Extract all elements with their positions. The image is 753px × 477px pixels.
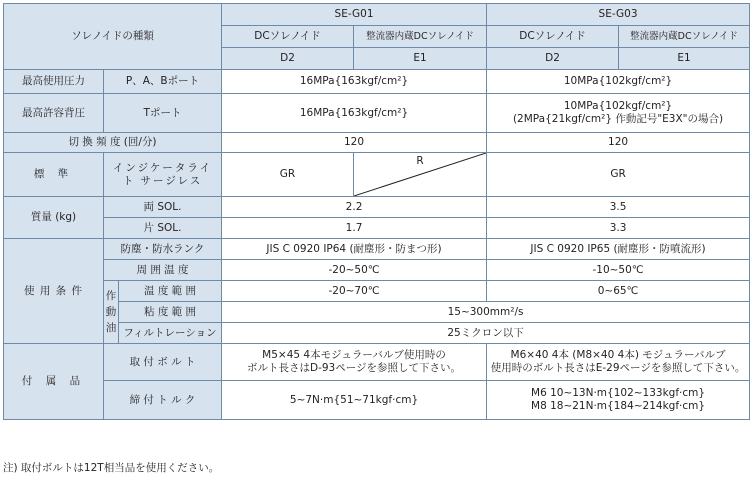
- solenoid-type-header: ソレノイドの種類: [4, 4, 222, 70]
- standard-g01-d2: GR: [222, 153, 354, 197]
- max-back-pressure-sub: Tポート: [104, 94, 222, 133]
- footnote: 注) 取付ボルトは12T相当品を使用ください。: [3, 462, 220, 474]
- torque-g03-line2: M8 18~21N·m{184~214kgf·cm}: [531, 400, 706, 412]
- standard-label: 標 準: [4, 153, 104, 197]
- max-back-pressure-g01: 16MPa{163kgf/cm²}: [222, 94, 487, 133]
- bolt-g01: [222, 344, 487, 381]
- standard-g01-e1: R: [416, 155, 424, 167]
- standard-sub: インジケータライト サージレス: [104, 153, 222, 197]
- type-rectifier-g03: 整流器内蔵DCソレノイド: [619, 26, 750, 48]
- protection-label: 防塵・防水ランク: [104, 239, 222, 260]
- standard-g03: GR: [487, 153, 750, 197]
- frequency-label: 切 換 頻 度 (回/分): [4, 133, 222, 153]
- bolt-label: 取 付 ボ ル ト: [104, 344, 222, 381]
- code-e1-g03: E1: [619, 48, 750, 70]
- ambient-label: 周 囲 温 度: [104, 260, 222, 281]
- mass-g01-double: 2.2: [222, 197, 487, 218]
- oil-label: [104, 281, 119, 344]
- standard-g01-e1-cell: [354, 153, 487, 197]
- code-d2-g01: D2: [222, 48, 354, 70]
- oil-label-char-3: 油: [105, 322, 117, 334]
- mass-double-sol: 両 SOL.: [104, 197, 222, 218]
- mass-g01-single: 1.7: [222, 218, 487, 239]
- torque-g03-line1: M6 10~13N·m{102~133kgf·cm}: [531, 387, 706, 399]
- filtration-label: フィルトレーション: [119, 323, 222, 344]
- code-d2-g03: D2: [487, 48, 619, 70]
- max-pressure-g03: 10MPa{102kgf/cm²}: [487, 70, 750, 94]
- viscosity-label: 粘 度 範 囲: [119, 302, 222, 323]
- protection-g03: JIS C 0920 IP65 (耐塵形・防噴流形): [487, 239, 750, 260]
- oil-temp-label: 温 度 範 囲: [119, 281, 222, 302]
- mass-g03-double: 3.5: [487, 197, 750, 218]
- model-se-g03-header: SE-G03: [487, 4, 750, 26]
- ambient-g01: -20~50℃: [222, 260, 487, 281]
- viscosity-value: 15~300mm²/s: [222, 302, 750, 323]
- mass-single-sol: 片 SOL.: [104, 218, 222, 239]
- oil-label-char-1: 作: [105, 290, 117, 302]
- mass-g03-single: 3.3: [487, 218, 750, 239]
- type-dc-g01: DCソレノイド: [222, 26, 354, 48]
- frequency-g03: 120: [487, 133, 750, 153]
- max-back-pressure-g03-line2: (2MPa{21kgf/cm²} 作動記号"E3X"の場合): [512, 113, 724, 125]
- bolt-g01-line2: ボルト長さはD-93ページを参照して下さい。: [247, 362, 462, 374]
- bolt-g03-line2: 使用時のボルト長さはE-29ページを参照して下さい。: [490, 362, 746, 374]
- bolt-g03-line1: M6×40 4本 (M8×40 4本) モジュラーバルブ: [510, 349, 726, 361]
- spec-table: [3, 3, 750, 420]
- max-pressure-sub: P、A、Bポート: [104, 70, 222, 94]
- mass-label: 質量 (kg): [4, 197, 104, 239]
- max-pressure-g01: 16MPa{163kgf/cm²}: [222, 70, 487, 94]
- protection-g01: JIS C 0920 IP64 (耐塵形・防まつ形): [222, 239, 487, 260]
- code-e1-g01: E1: [354, 48, 487, 70]
- frequency-g01: 120: [222, 133, 487, 153]
- torque-label: 締 付 ト ル ク: [104, 381, 222, 420]
- max-back-pressure-label: 最高許容背圧: [4, 94, 104, 133]
- type-dc-g03: DCソレノイド: [487, 26, 619, 48]
- bolt-g01-line1: M5×45 4本モジュラーバルブ使用時の: [262, 349, 446, 361]
- torque-g03: [487, 381, 750, 420]
- conditions-label: 使 用 条 件: [4, 239, 104, 344]
- oil-label-char-2: 動: [105, 306, 117, 318]
- filtration-value: 25ミクロン以下: [222, 323, 750, 344]
- torque-g01: 5~7N·m{51~71kgf·cm}: [222, 381, 487, 420]
- oil-temp-g01: -20~70℃: [222, 281, 487, 302]
- oil-temp-g03: 0~65℃: [487, 281, 750, 302]
- accessories-label: 付 属 品: [4, 344, 104, 420]
- type-rectifier-g01: 整流器内蔵DCソレノイド: [354, 26, 487, 48]
- max-pressure-label: 最高使用圧力: [4, 70, 104, 94]
- max-back-pressure-g03: [487, 94, 750, 133]
- ambient-g03: -10~50℃: [487, 260, 750, 281]
- model-se-g01-header: SE-G01: [222, 4, 487, 26]
- bolt-g03: [487, 344, 750, 381]
- max-back-pressure-g03-line1: 10MPa{102kgf/cm²}: [563, 100, 673, 112]
